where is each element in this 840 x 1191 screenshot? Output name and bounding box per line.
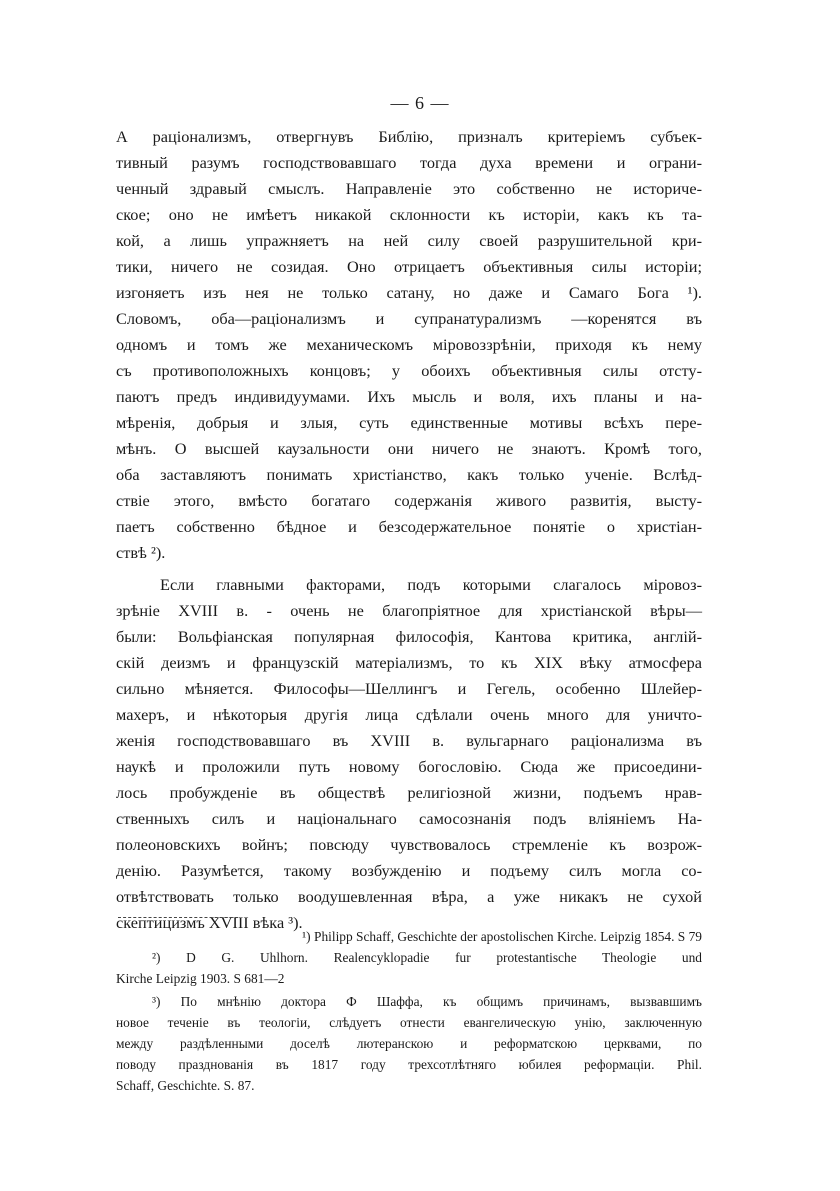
footnote-1 — [116, 926, 702, 947]
footnote-2 — [116, 947, 702, 989]
text-line: ченный здравый смыслъ. Направленіе это собственно не историче- — [116, 179, 702, 198]
paragraph-2 — [116, 572, 702, 936]
text-line: полеоновскихъ войнъ; повсюду чувствовалось стремленіе къ возрож- — [116, 835, 702, 854]
text-line: тики, ничего не созидая. Оно отрицаетъ объективныя силы исторіи; — [116, 257, 702, 276]
text-line: женія господствовавшаго въ XVIII в. вульгарнаго раціонализма въ — [116, 731, 702, 750]
text-line: паютъ предъ индивидуумами. Ихъ мысль и воля, ихъ планы и на- — [116, 387, 702, 406]
text-line: тивный разумъ господствовавшаго тогда духа времени и ограни- — [116, 153, 702, 172]
text-line: махеръ, и нѣкоторыя другія лица сдѣлали очень много для уничто- — [116, 705, 702, 724]
footnote-line: поводу празднованія въ 1817 году трехсотлѣтняго юбилея реформаціи. Phil. — [116, 1057, 702, 1072]
footnote-separator — [118, 917, 238, 918]
text-line: ствѣ ²). — [116, 543, 166, 562]
footnote-line: Schaff, Geschichte. S. 87. — [116, 1078, 255, 1093]
text-line: одномъ и томъ же механическомъ міровоззрѣніи, приходя къ нему — [116, 335, 702, 354]
footnote-line: ³) По мнѣнію доктора Ф Шаффа, къ общимъ причинамъ, вызвавшимъ — [152, 994, 702, 1009]
text-line: лось пробужденіе въ обществѣ религіозной жизни, подъемъ нрав- — [116, 783, 702, 802]
text-line: мѣренія, добрыя и злыя, суть единственные мотивы всѣхъ пере- — [116, 413, 702, 432]
footnote-line: ¹) Philipp Schaff, Geschichte der apostolischen Kirche. Leipzig 1854. S 79 — [302, 929, 702, 944]
text-line: мѣнъ. О высшей каузальности они ничего не знаютъ. Кромѣ того, — [116, 439, 702, 458]
text-line: наукѣ и проложили путь новому богословію. Сюда же присоедини- — [116, 757, 702, 776]
text-line: отвѣтствовать только воодушевленная вѣра, а уже никакъ не сухой — [116, 887, 702, 906]
footnote-line: между раздѣленными доселѣ лютеранскою и реформатскою церквами, по — [116, 1036, 702, 1051]
text-line: сильно мѣняется. Философы—Шеллингъ и Гегель, особенно Шлейер- — [116, 679, 702, 698]
text-line: ствіе этого, вмѣсто богатаго содержанія живого развитія, высту- — [116, 491, 702, 510]
text-line: А раціонализмъ, отвергнувъ Библію, призналъ критеріемъ субъек- — [116, 127, 702, 146]
text-line: ственныхъ силъ и національнаго самосознанія подъ вліяніемъ На- — [116, 809, 702, 828]
text-line: оба заставляютъ понимать христіанство, какъ только ученіе. Вслѣд- — [116, 465, 702, 484]
text-line: Если главными факторами, подъ которыми слагалось міровоз- — [160, 575, 702, 594]
paragraph-1 — [116, 124, 702, 566]
footnotes — [116, 926, 702, 1096]
text-line: Словомъ, оба—раціонализмъ и супранатурализмъ —коренятся въ — [116, 309, 702, 328]
text-line: ское; оно не имѣетъ никакой склонности къ исторіи, какъ къ та- — [116, 205, 702, 224]
footnote-3 — [116, 991, 702, 1096]
page-number: — 6 — — [390, 93, 450, 113]
text-line: съ противоположныхъ концовъ; у обоихъ объективныя силы отсту- — [116, 361, 702, 380]
text-line: изгоняетъ изъ нея не только сатану, но даже и Самаго Бога ¹). — [116, 283, 702, 302]
footnote-line: Kirche Leipzig 1903. S 681—2 — [116, 971, 285, 986]
text-line: денію. Разумѣется, такому возбужденію и подъему силъ могла со- — [116, 861, 702, 880]
text-line: скептицизмъ XVIII вѣка ³). — [116, 913, 303, 932]
text-line: кой, а лишь упражняетъ на ней силу своей разрушительной кри- — [116, 231, 702, 250]
text-line: паетъ собственно бѣдное и безсодержательное понятіе о христіан- — [116, 517, 702, 536]
text-line: были: Вольфіанская популярная философія, Кантова критика, англій- — [116, 627, 702, 646]
footnote-line: ²) D G. Uhlhorn. Realencyklopadie fur protestantische Theologie und — [152, 950, 702, 965]
text-line: скій деизмъ и французскій матеріализмъ, то къ XIX вѣку атмосфера — [116, 653, 702, 672]
footnote-line: новое теченіе въ теологіи, слѣдуетъ отнести евангелическую унію, заключенную — [116, 1015, 702, 1030]
main-text — [116, 124, 702, 942]
text-line: зрѣніе XVIII в. - очень не благопріятное для христіанской вѣры— — [116, 601, 702, 620]
